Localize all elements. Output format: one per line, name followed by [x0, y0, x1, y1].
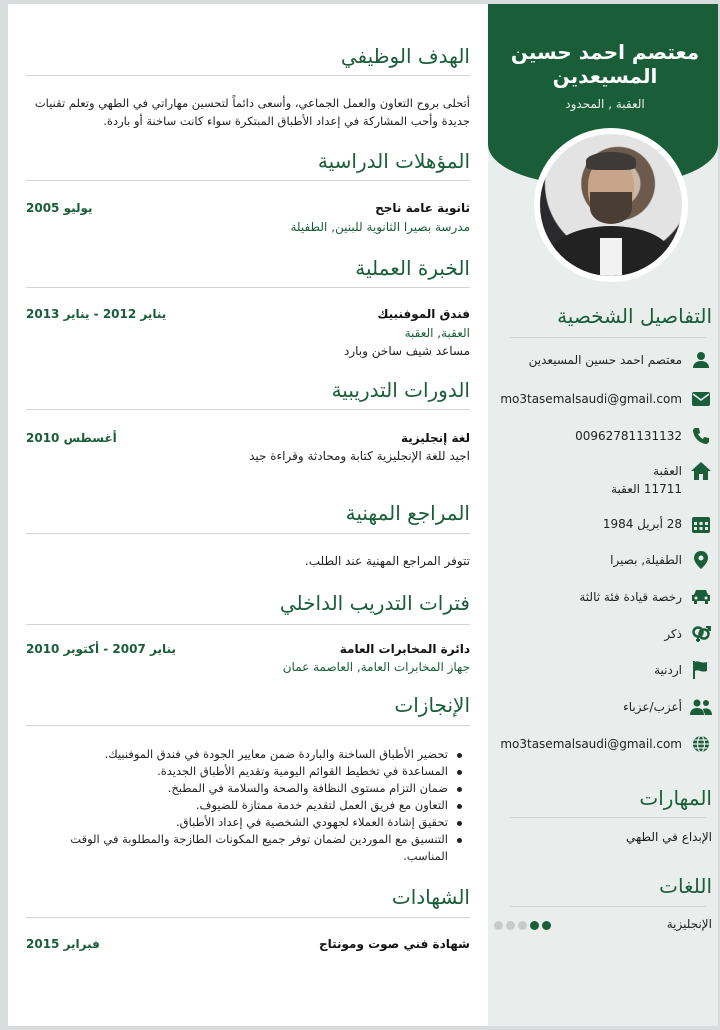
experience-title: الخبرة العملية	[355, 256, 470, 280]
personal-item-address: العقبة 11711 العقبة	[500, 462, 712, 498]
personal-details-title: التفاصيل الشخصية	[557, 304, 712, 328]
main-content	[8, 4, 488, 1026]
list-item: المساعدة في تخطيط القوائم اليومية وتقديم الأطباق الجديدة.	[24, 763, 464, 780]
course-name: لغة إنجليزية	[400, 431, 470, 445]
divider	[510, 906, 706, 907]
users-icon	[690, 698, 712, 716]
course-date: أغسطس 2010	[26, 431, 117, 445]
personal-item-birthplace: الطفيلة, بصيرا	[500, 551, 712, 569]
candidate-location: العقبة , المحدود	[565, 97, 645, 111]
experience-location: العقبة, العقبة	[404, 326, 470, 340]
references-text: تتوفر المراجع المهنية عند الطلب.	[304, 554, 470, 568]
internship-place: جهاز المخابرات العامة, العاصمة عمان	[282, 660, 470, 674]
references-title: المراجع المهنية	[345, 501, 470, 525]
phone-icon	[690, 427, 712, 445]
level-dot	[518, 921, 527, 930]
divider	[510, 337, 706, 338]
home-icon	[690, 462, 712, 480]
certificate-name: شهادة فني صوت ومونتاج	[318, 937, 470, 951]
list-item: التنسيق مع الموردين لضمان توفر جميع المكونات الطازجة والمطلوبة في الوقت المناسب.	[24, 831, 464, 865]
list-item: تحضير الأطباق الساخنة والباردة ضمن معايير الجودة في فندق الموفنبيك.	[24, 746, 464, 763]
personal-item-gender: ذكر	[500, 625, 712, 643]
internship-date: يناير 2007 - أكتوبر 2010	[26, 642, 176, 656]
gender-icon	[690, 625, 712, 643]
sidebar	[488, 4, 718, 1026]
languages-title: اللغات	[659, 874, 712, 898]
personal-item-marital: أعزب/عزباء	[500, 698, 712, 716]
level-dot	[506, 921, 515, 930]
divider	[26, 287, 470, 288]
personal-item-email[interactable]: mo3tasemalsaudi@gmail.com	[500, 390, 712, 408]
location-pin-icon	[690, 551, 712, 569]
list-item: التعاون مع فريق العمل لتقديم خدمة ممتازة للضيوف.	[24, 797, 464, 814]
internship-title: فترات التدريب الداخلي	[279, 591, 470, 615]
level-dot	[542, 921, 551, 930]
language-name: الإنجليزية	[666, 917, 712, 931]
car-icon	[690, 588, 712, 606]
personal-item-phone[interactable]: 00962781131132	[500, 427, 712, 445]
divider	[26, 533, 470, 534]
divider	[26, 409, 470, 410]
objective-text: أتحلى بروح التعاون والعمل الجماعي، وأسعى دائماً لتحسين مهاراتي في الطهي وتعلم تقنيات جديدة وأحب المشاركة في إعداد الأطباق المبتكرة سواء كانت ساخنة أو باردة.	[34, 96, 470, 128]
experience-role: مساعد شيف ساخن وبارد	[344, 344, 470, 358]
resume-page	[8, 4, 718, 1026]
divider	[26, 180, 470, 181]
list-item: تحقيق إشادة العملاء لجهودي الشخصية في إعداد الأطباق.	[24, 814, 464, 831]
internship-name: دائرة المخابرات العامة	[339, 642, 470, 656]
divider	[26, 75, 470, 76]
education-school: مدرسة بصيرا الثانوية للبنين, الطفيلة	[290, 220, 470, 234]
skill-item: الإبداع في الطهي	[625, 830, 712, 844]
certificates-title: الشهادات	[391, 885, 470, 909]
education-date: يوليو 2005	[26, 201, 93, 215]
education-degree: ثانوية عامة ناجح	[375, 201, 470, 215]
divider	[26, 624, 470, 625]
flag-icon	[690, 661, 712, 679]
globe-icon	[690, 735, 712, 753]
personal-item-website[interactable]: mo3tasemalsaudi@gmail.com	[500, 735, 712, 753]
experience-company: فندق الموفنبيك	[377, 307, 470, 321]
divider	[26, 917, 470, 918]
achievements-list	[24, 746, 464, 865]
person-icon	[690, 351, 712, 369]
achievements-title: الإنجازات	[394, 693, 470, 717]
level-dot	[530, 921, 539, 930]
profile-photo	[534, 128, 688, 282]
education-title: المؤهلات الدراسية	[317, 149, 470, 173]
list-item: ضمان التزام مستوى النظافة والصحة والسلامة في المطبخ.	[24, 780, 464, 797]
personal-item-birthdate: 28 أبريل 1984	[500, 515, 712, 533]
divider	[510, 817, 706, 818]
objective-title: الهدف الوظيفي	[340, 44, 470, 68]
divider	[26, 725, 470, 726]
personal-item-nationality: اردنية	[500, 661, 712, 679]
level-dot	[494, 921, 503, 930]
experience-date: يناير 2012 - يناير 2013	[26, 307, 167, 321]
certificate-date: فبراير 2015	[26, 937, 100, 951]
skills-title: المهارات	[639, 786, 712, 810]
envelope-icon	[690, 390, 712, 408]
personal-item-license: رخصة قيادة فئة ثالثة	[500, 588, 712, 606]
candidate-name: معتصم احمد حسين المسيعدين	[510, 40, 700, 88]
course-desc: اجيد للغة الإنجليزية كتابة ومحادثة وقراءة جيد	[249, 449, 470, 463]
language-level	[494, 921, 551, 930]
courses-title: الدورات التدريبية	[331, 378, 470, 402]
calendar-icon	[690, 515, 712, 533]
personal-item-name: معتصم احمد حسين المسيعدين	[500, 351, 712, 369]
